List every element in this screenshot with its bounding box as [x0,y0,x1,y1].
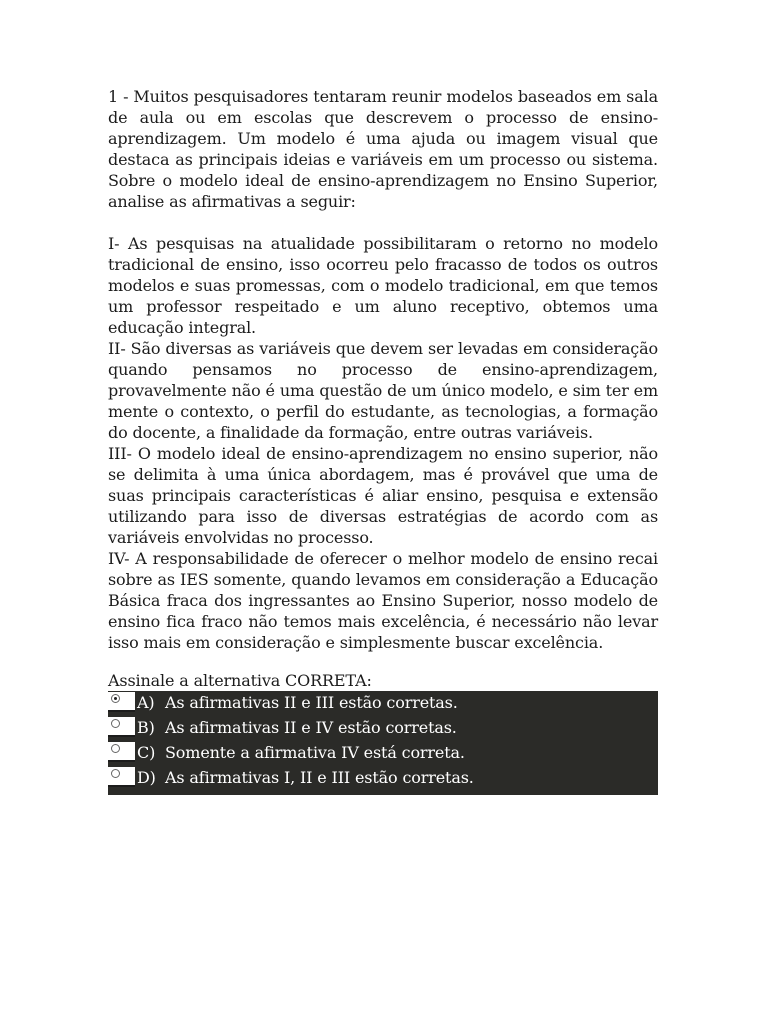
option-c-text[interactable] [135,742,465,763]
radio-box-d[interactable] [108,767,135,787]
radio-box-a[interactable] [108,692,135,712]
statement-3: III- O modelo ideal de ensino-aprendizagem no ensino superior, não se delimita à uma única abordagem, mas é provável que uma de suas principais características é aliar ensino, pesquisa e extensão utilizando para isso de diversas estratégias de acordo com as variáveis envolvidas no processo. [108,444,658,547]
radio-unselected-icon[interactable] [111,744,120,753]
option-d-text[interactable] [135,767,474,788]
statement-1: I- As pesquisas na atualidade possibilitaram o retorno no modelo tradicional de ensino, isso ocorreu pelo fracasso de todos os outros modelos e suas promessas, com o modelo tradicional, em que temos um professor respeitado e um aluno receptivo, obtemos uma educação integral. [108,234,658,337]
option-d[interactable] [108,767,658,792]
statement-2: II- São diversas as variáveis que devem ser levadas em consideração quando pensamos no processo de ensino-aprendizagem, provavelmente não é uma questão de um único modelo, e sim ter em mente o contexto, o perfil do estudante, as tecnologias, a formação do docente, a finalidade da formação, entre outras variáveis. [108,339,658,442]
question-block [108,86,658,795]
question-intro: 1 - Muitos pesquisadores tentaram reunir modelos baseados em sala de aula ou em escolas que descrevem o processo de ensino-aprendizagem. Um modelo é uma ajuda ou imagem visual que destaca as principais ideias e variáveis em um processo ou sistema. Sobre o modelo ideal de ensino-aprendizagem no Ensino Superior, analise as afirmativas a seguir: [108,87,658,211]
radio-unselected-icon[interactable] [111,769,120,778]
option-b-letter: B) [137,718,155,737]
statement-4: IV- A responsabilidade de oferecer o melhor modelo de ensino recai sobre as IES somente, quando levamos em consideração a Educação Básica fraca dos ingressantes ao Ensino Superior, nosso modelo de ensino fica fraco não temos mais excelência, é necessário não levar isso mais em consideração e simplesmente buscar excelência. [108,549,658,652]
option-d-letter: D) [137,768,156,787]
radio-box-c[interactable] [108,742,135,762]
option-a-text[interactable] [135,692,458,713]
option-b-label: As afirmativas II e IV estão corretas. [165,718,457,737]
option-b-text[interactable] [135,717,457,738]
radio-selected-icon[interactable] [111,694,120,703]
option-c-label: Somente a afirmativa IV está correta. [165,743,465,762]
paragraph-spacer [108,212,658,233]
option-a[interactable] [108,692,658,717]
radio-box-b[interactable] [108,717,135,737]
option-b[interactable] [108,717,658,742]
option-c-letter: C) [137,743,156,762]
answer-options [108,691,658,795]
option-a-letter: A) [137,693,155,712]
answer-prompt: Assinale a alternativa CORRETA: [108,671,372,690]
radio-unselected-icon[interactable] [111,719,120,728]
option-c[interactable] [108,742,658,767]
option-a-label: As afirmativas II e III estão corretas. [165,693,458,712]
option-d-label: As afirmativas I, II e III estão corretas. [165,768,474,787]
